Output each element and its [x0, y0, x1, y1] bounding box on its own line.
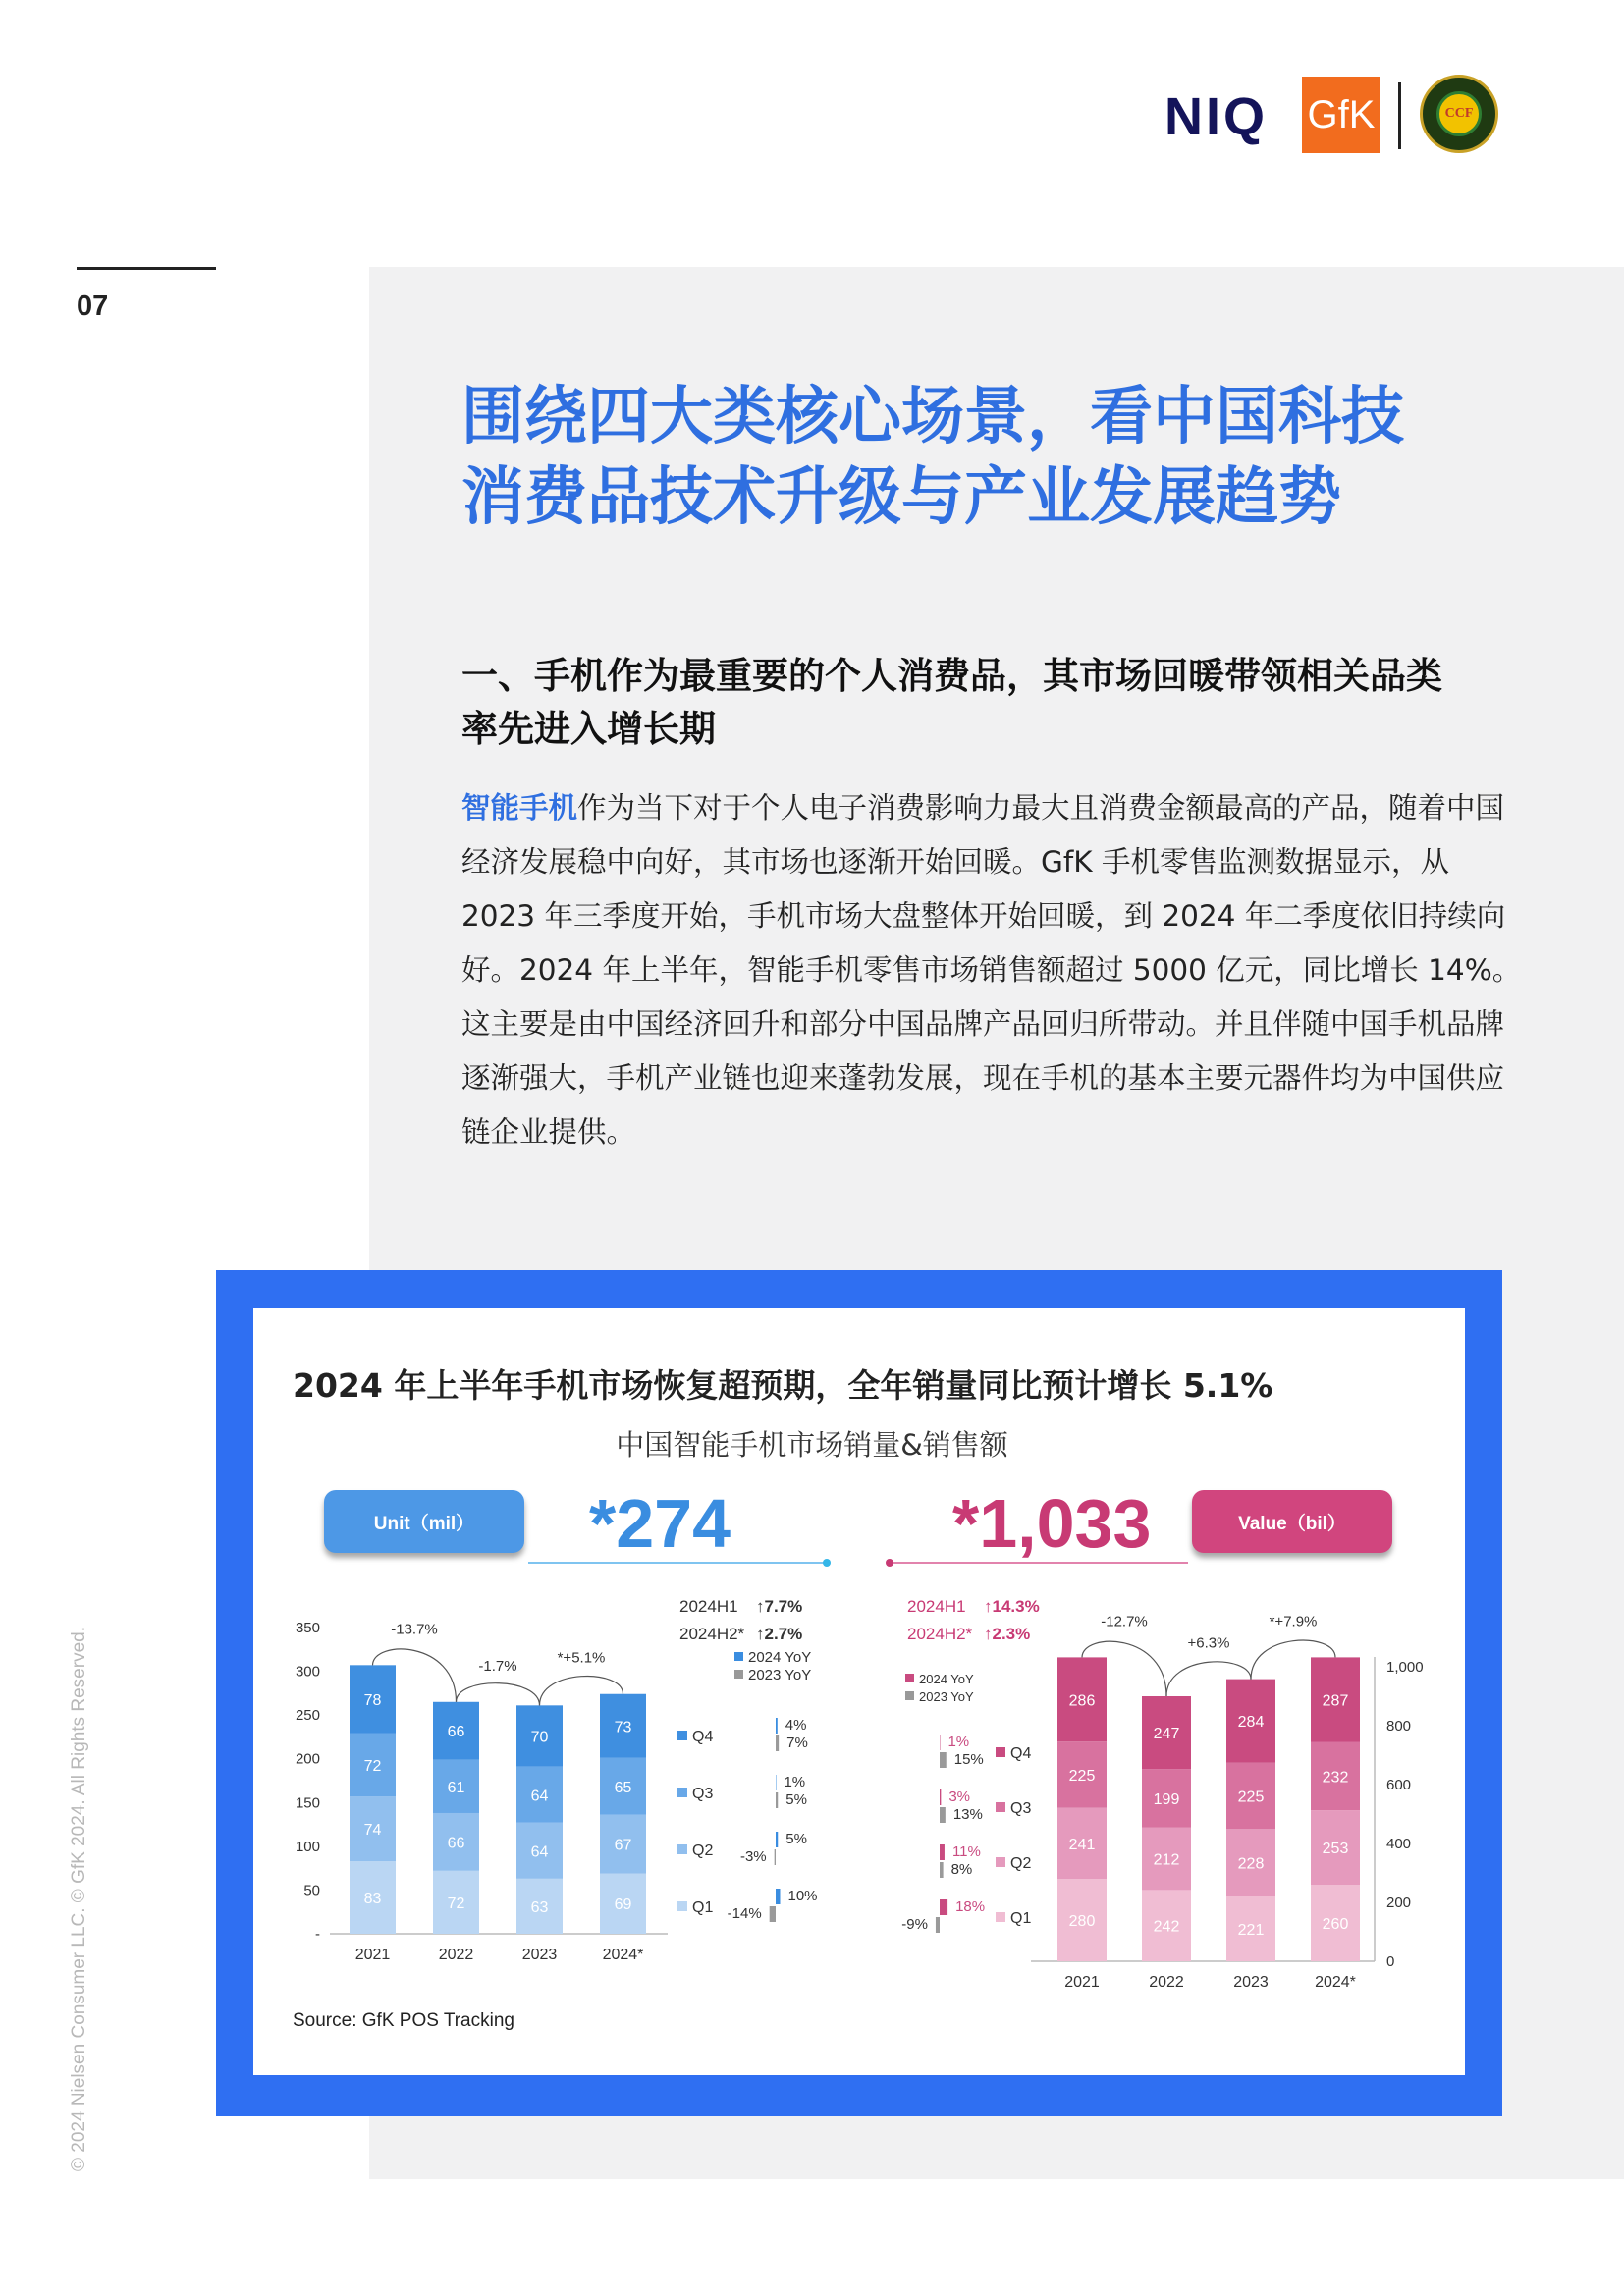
yoy-label-2024: 1% [784, 1774, 806, 1790]
category-label: Q1 [1010, 1910, 1032, 1927]
category-swatch [677, 1731, 687, 1740]
bar-value-label: 74 [363, 1822, 382, 1840]
growth-label: -13.7% [391, 1621, 438, 1638]
figure-subtitle: 中国智能手机市场销量&销售额 [616, 1428, 1008, 1462]
bar-value-label: 61 [447, 1779, 465, 1796]
yoy-bar-2023 [776, 1735, 779, 1751]
category-label: Q4 [1010, 1745, 1032, 1762]
bar-value-label: 286 [1068, 1692, 1096, 1710]
yoy-label-2024: 11% [951, 1843, 981, 1860]
yoy-bar-2023 [775, 1849, 776, 1865]
y-tick-label: 100 [295, 1838, 320, 1855]
page-number: 07 [77, 291, 109, 322]
x-tick-label: 2023 [521, 1947, 558, 1963]
yoy-label-2023: 15% [953, 1751, 984, 1768]
yoy-bar-2023 [936, 1917, 940, 1933]
y-tick-label: - [315, 1926, 320, 1943]
bar-value-label: 253 [1322, 1841, 1349, 1858]
figure-source: Source: GfK POS Tracking [293, 2010, 514, 2031]
bar-value-label: 73 [614, 1719, 632, 1736]
yoy-label-2024: 10% [787, 1888, 818, 1904]
unit-label-pill: Unit（mil） [324, 1490, 524, 1553]
bar-value-label: 69 [614, 1896, 632, 1914]
category-swatch [677, 1788, 687, 1797]
growth-label: -12.7% [1101, 1613, 1148, 1630]
category-label: Q3 [692, 1786, 714, 1802]
bar-value-label: 72 [447, 1895, 465, 1912]
bar-value-label: 64 [530, 1788, 549, 1805]
yoy-bar-2023 [776, 1792, 778, 1808]
y-tick-label: 600 [1386, 1777, 1412, 1793]
page-title-line-2: 消费品技术升级与产业发展趋势 [461, 461, 1341, 534]
yoy-label-2024: 3% [948, 1789, 971, 1805]
bar-value-label: 228 [1237, 1855, 1265, 1873]
value-h2-label: 2024H2* [907, 1625, 973, 1643]
category-swatch [996, 1802, 1005, 1812]
y-tick-label: 1,000 [1386, 1659, 1424, 1676]
value-h2-value: ↑2.3% [984, 1625, 1031, 1643]
bar-value-label: 232 [1322, 1769, 1349, 1787]
yoy-bar-2024 [940, 1789, 941, 1805]
bar-value-label: 66 [447, 1835, 465, 1852]
legend-swatch [734, 1652, 743, 1661]
x-tick-label: 2022 [1149, 1974, 1184, 1991]
yoy-bar-2023 [940, 1862, 944, 1878]
y-tick-label: 350 [295, 1620, 320, 1636]
category-label: Q3 [1010, 1800, 1032, 1817]
yoy-label-2023: -9% [901, 1916, 928, 1933]
legend-swatch [905, 1691, 914, 1700]
legend-label: 2023 YoY [748, 1667, 812, 1683]
bar-value-label: 247 [1153, 1726, 1180, 1743]
body-highlight: 智能手机 [461, 791, 578, 825]
y-tick-label: 250 [295, 1707, 320, 1725]
bar-value-label: 287 [1322, 1692, 1349, 1710]
y-tick-label: 50 [303, 1882, 320, 1899]
category-swatch [677, 1901, 687, 1911]
category-label: Q4 [692, 1729, 714, 1745]
y-tick-label: 400 [1386, 1836, 1412, 1852]
yoy-bar-2024 [776, 1718, 778, 1734]
value-total: *1,033 [952, 1485, 1152, 1562]
bar-value-label: 83 [363, 1891, 382, 1908]
bar-value-label: 242 [1153, 1918, 1180, 1936]
legend-swatch [734, 1670, 743, 1679]
yoy-label-2024: 5% [785, 1831, 807, 1847]
category-swatch [677, 1844, 687, 1854]
y-tick-label: 300 [295, 1663, 320, 1681]
category-label: Q1 [692, 1899, 714, 1916]
unit-h2-label: 2024H2* [679, 1625, 745, 1643]
yoy-label-2023: -14% [727, 1905, 762, 1922]
category-swatch [996, 1857, 1005, 1867]
bar-value-label: 241 [1068, 1836, 1096, 1853]
unit-underline-dot [823, 1559, 831, 1567]
copyright-notice: © 2024 Nielsen Consumer LLC. © GfK 2024. All Rights Reserved. [69, 1627, 89, 2171]
growth-label: +6.3% [1187, 1634, 1230, 1652]
x-tick-label: 2022 [438, 1947, 474, 1963]
yoy-bar-2024 [776, 1889, 781, 1904]
x-tick-label: 2023 [1233, 1974, 1269, 1991]
yoy-bar-2024 [776, 1832, 778, 1847]
unit-total: *274 [589, 1485, 731, 1562]
yoy-bar-2024 [940, 1844, 945, 1860]
yoy-label-2023: 7% [786, 1735, 808, 1751]
bar-value-label: 67 [614, 1837, 632, 1854]
category-swatch [996, 1747, 1005, 1757]
x-tick-label: 2024* [602, 1947, 644, 1963]
yoy-label-2023: 8% [950, 1861, 973, 1878]
x-tick-label: 2024* [1315, 1974, 1356, 1991]
bar-value-label: 225 [1237, 1789, 1265, 1806]
yoy-label-2024: 18% [955, 1898, 986, 1915]
bar-value-label: 199 [1153, 1790, 1180, 1808]
niq-logo: NIQ [1164, 87, 1269, 146]
bar-value-label: 212 [1153, 1851, 1180, 1869]
growth-label: *+5.1% [557, 1649, 606, 1667]
unit-h1-label: 2024H1 [679, 1597, 738, 1616]
bar-value-label: 72 [363, 1757, 382, 1775]
y-tick-label: 200 [295, 1750, 320, 1768]
unit-h2-value: ↑2.7% [756, 1625, 803, 1643]
yoy-label-2023: 13% [952, 1806, 983, 1823]
legend-label: 2024 YoY [919, 1672, 974, 1686]
bar-value-label: 63 [530, 1898, 549, 1916]
growth-label: *+7.9% [1269, 1613, 1318, 1630]
category-swatch [996, 1912, 1005, 1922]
yoy-bar-2023 [940, 1807, 946, 1823]
value-h1-label: 2024H1 [907, 1597, 966, 1616]
legend-label: 2023 YoY [919, 1689, 974, 1704]
figure-title: 2024 年上半年手机市场恢复超预期，全年销量同比预计增长 5.1% [293, 1366, 1273, 1405]
category-label: Q2 [692, 1842, 714, 1859]
charts-group [296, 1613, 1424, 1991]
x-tick-label: 2021 [1064, 1974, 1100, 1991]
section-heading-line-1: 一、手机作为最重要的个人消费品，其市场回暖带领相关品类 [461, 655, 1442, 697]
bar-value-label: 70 [530, 1729, 549, 1746]
page-title-line-1: 围绕四大类核心场景，看中国科技 [461, 381, 1404, 454]
seal-text: CCF [1436, 91, 1482, 136]
section-heading-line-2: 率先进入增长期 [461, 708, 716, 750]
yoy-label-2023: -3% [739, 1848, 767, 1865]
y-tick-label: 800 [1386, 1718, 1412, 1735]
bar-value-label: 78 [363, 1692, 382, 1710]
growth-label: -1.7% [478, 1657, 517, 1675]
bar-value-label: 65 [614, 1779, 632, 1796]
value-h1-value: ↑14.3% [984, 1597, 1040, 1616]
yoy-bar-2023 [940, 1752, 947, 1768]
yoy-bar-2024 [940, 1899, 947, 1915]
bar-value-label: 66 [447, 1724, 465, 1741]
body-text: 作为当下对于个人电子消费影响力最大且消费金额最高的产品，随着中国经济发展稳中向好，其市场也逐渐开始回暖。GfK 手机零售监测数据显示，从 2023 年三季度开始，手机市场大盘整体开始回暖，到 2024 年二季度依旧持续向好。2024 年上半年，智能手机零售市场销售额超过 5000 亿元，同比增长 14%。这主要是由中国经济回升和部分中国品牌产品回归所带动。并且伴随中国手机品牌逐渐强大，手机产业链也迎来蓬勃发展，现在手机的基本主要元器件均为中国供应链企业提供。 [461, 791, 1522, 1148]
bar-value-label: 284 [1237, 1714, 1265, 1732]
yoy-label-2023: 5% [785, 1791, 807, 1808]
bar-value-label: 64 [530, 1843, 549, 1861]
yoy-label-2024: 1% [947, 1734, 970, 1750]
gfk-logo: GfK [1302, 77, 1380, 153]
y-tick-label: 200 [1386, 1895, 1412, 1911]
y-tick-label: 0 [1386, 1953, 1395, 1970]
bar-value-label: 221 [1237, 1921, 1265, 1939]
bar-value-label: 225 [1068, 1767, 1096, 1785]
legend-swatch [905, 1674, 914, 1682]
y-tick-label: 150 [295, 1794, 320, 1812]
yoy-label-2024: 4% [785, 1717, 807, 1734]
category-label: Q2 [1010, 1855, 1032, 1872]
bar-value-label: 280 [1068, 1913, 1096, 1930]
value-underline-dot [886, 1559, 893, 1567]
legend-label: 2024 YoY [748, 1649, 812, 1666]
yoy-bar-2023 [770, 1906, 776, 1922]
x-tick-label: 2021 [354, 1947, 391, 1963]
bar-value-label: 260 [1322, 1916, 1349, 1933]
value-label-pill: Value（bil） [1192, 1490, 1392, 1553]
unit-h1-value: ↑7.7% [756, 1597, 803, 1616]
